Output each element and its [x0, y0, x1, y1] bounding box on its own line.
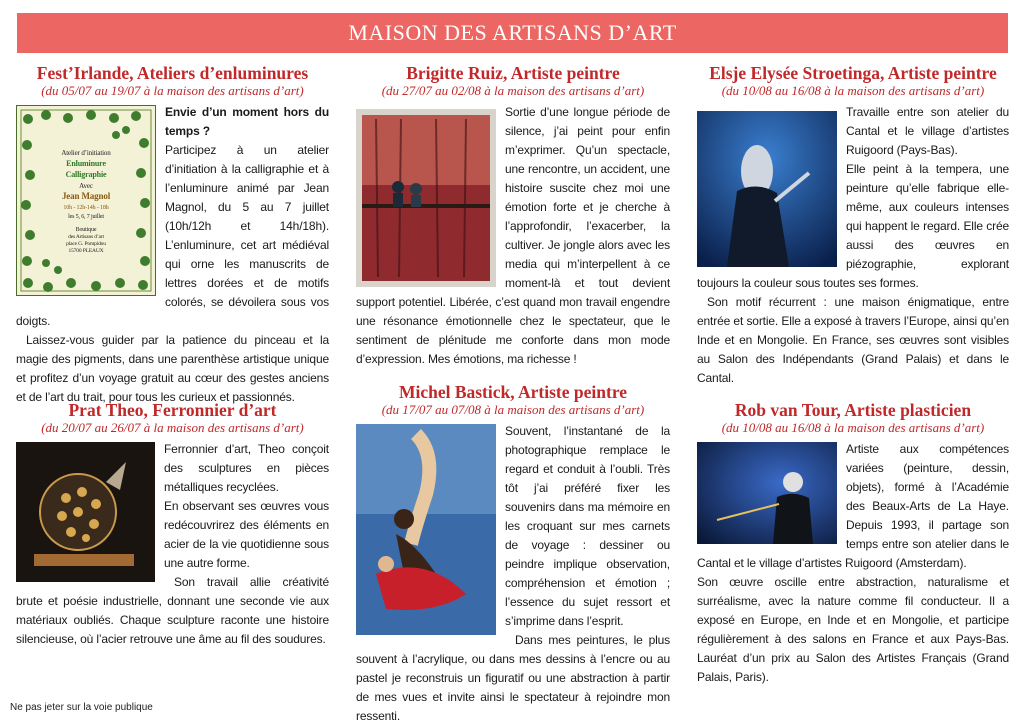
svg-text:les 5, 6, 7 juillet: les 5, 6, 7 juillet — [68, 214, 104, 220]
sculpture-photo-image — [16, 442, 155, 582]
article-michel-bastick — [356, 382, 670, 726]
article-paragraph: Ferronnier d’art, Theo conçoit des sculptures en pièces métalliques recyclées. — [164, 442, 329, 494]
article-body — [16, 440, 329, 649]
svg-text:Boutique: Boutique — [75, 227, 97, 233]
article-dates: (du 27/07 au 02/08 à la maison des artisans d’art) — [381, 83, 645, 98]
header-banner — [17, 13, 1008, 53]
svg-text:place G. Pompidou: place G. Pompidou — [66, 241, 106, 247]
svg-text:Avec: Avec — [79, 182, 93, 190]
artist-photo-image — [697, 442, 837, 544]
article-paragraph: Laissez-vous guider par la patience du pinceau et la magie des pigments, dans une parenthèse artistique unique et profitez d’un voyage gratuit au cœur des gestes anciens et de l’art du trait, pour tous les curieux et passionnés. — [16, 333, 329, 404]
svg-text:Jean Magnol: Jean Magnol — [61, 191, 111, 201]
article-paragraph: Son travail allie créativité brute et poésie industrielle, donnant une seconde vie aux matériaux oubliés. Chaque sculpture raconte une histoire silencieuse, où l’acier retrouve une âme au fil des soudures. — [16, 575, 329, 646]
article-title: Brigitte Ruiz, Artiste peintre — [406, 63, 620, 83]
article-dates: (du 10/08 au 16/08 à la maison des artisans d’art) — [721, 83, 985, 98]
article-body — [16, 103, 329, 407]
artist-photo-image — [697, 111, 837, 267]
svg-text:Calligraphie: Calligraphie — [65, 170, 107, 179]
article-dates: (du 17/07 au 07/08 à la maison des artisans d’art) — [381, 402, 645, 417]
article-elsje-elysee — [697, 63, 1009, 388]
svg-text:Enluminure: Enluminure — [66, 159, 106, 168]
article-brigitte-ruiz — [356, 63, 670, 369]
article-dates: (du 20/07 au 26/07 à la maison des artisans d’art) — [41, 420, 304, 435]
article-paragraph: Elle peint à la tempera, une peinture qu’elle fabrique elle-même, aux couleurs intenses qui happent le regard. Elle crée aussi des œuvres en piézographie, explorant toujours la couleur sous toutes ses formes. — [697, 162, 1009, 290]
article-paragraph: Travaille entre son atelier du Cantal et le village d’artistes Ruigoord (Pays-Bas). — [846, 105, 1009, 157]
dance-painting-image — [356, 424, 496, 635]
enluminure-poster-image — [16, 105, 156, 296]
article-title: Michel Bastick, Artiste peintre — [398, 382, 628, 402]
article-body — [697, 440, 1009, 687]
article-dates: (du 10/08 au 16/08 à la maison des artisans d’art) — [721, 420, 985, 435]
article-prat-theo — [16, 400, 329, 649]
svg-text:15700 PLEAUX: 15700 PLEAUX — [68, 248, 104, 254]
page-title: MAISON DES ARTISANS D’ART — [348, 20, 677, 45]
article-dates: (du 05/07 au 19/07 à la maison des artisans d’art) — [41, 83, 304, 98]
article-title: Fest’Irlande, Ateliers d’enluminures — [36, 63, 309, 83]
article-body — [697, 103, 1009, 388]
article-paragraph: Son motif récurrent : une maison énigmatique, entre entrée et sortie. Elle a exposé à travers l’Europe, ainsi qu’en Inde et en Mongolie. En France, ses œuvres sont visibles au Salon des Indépendants (Grand Palais) et dans le Cantal. — [697, 295, 1009, 385]
svg-text:10h - 12h-14h - 18h: 10h - 12h-14h - 18h — [63, 205, 109, 211]
article-lead: Envie d’un moment hors du temps ? — [165, 105, 329, 138]
painting-image — [356, 109, 496, 287]
article-title: Elsje Elysée Stroetinga, Artiste peintre — [709, 63, 997, 83]
article-body — [356, 422, 670, 726]
article-paragraph: Son œuvre oscille entre abstraction, naturalisme et surréalisme, avec la nature comme fil conducteur. Il a exposé en Europe, en Inde et en Mongolie, et participe régulièrement à des salons en France et aux Pays-Bas. Lauréat d’un prix au Salon des Artistes Français (Grand Palais, Paris). — [697, 575, 1009, 684]
article-paragraph: Souvent, l’instantané de la photographique remplace le regard et conduit à l’oubli. Très tôt j’ai préféré fixer les souvenirs dans ma mémoire en les croquant sur mes carnets de voyage : dessiner ou peindre implique observation, compréhension et émotion ; l’essence du sujet ressort et s’imprime dans l’esprit. — [505, 424, 670, 628]
article-rob-van-tour — [697, 400, 1009, 687]
article-title: Rob van Tour, Artiste plasticien — [734, 400, 972, 420]
svg-text:des Artisans d’art: des Artisans d’art — [68, 234, 104, 240]
article-paragraph: Dans mes peintures, le plus souvent à l’acrylique, ou dans mes dessins à l’encre ou au pastel je reconstruis un figuratif ou une abstraction à partir de mes vues et invite ainsi le spectateur à rejoindre mon ressenti. — [356, 633, 670, 723]
article-paragraph: Sortie d’une longue période de silence, j’ai peint pour enfin m’exprimer. Qu’un spectacle, une rencontre, un accident, une histoire suscite chez moi une émotion forte et je cherche à l’approfondir, l’exacerber, la cultiver. Je jongle alors avec les media qui m’interpellent à ce moment-là et tout devient support potentiel. Libérée, c’est quand mon travail engendre une résonance émotionnelle chez le spectateur, que le sentiment de plénitude me conforte dans mon mode d’expression. Mes émotions, ma richesse ! — [356, 105, 670, 366]
article-paragraph: Artiste aux compétences variées (peinture, dessin, objets), formé à l’Académie des Beaux-Arts de La Haye. Depuis 1993, il partage son temps entre son atelier dans le Cantal et le village d’artistes Ruigoord (Amsterdam). — [697, 442, 1009, 570]
svg-text:Atelier d’initiation: Atelier d’initiation — [61, 149, 111, 157]
article-paragraph: Participez à un atelier d’initiation à la calligraphie et à l’enluminure animé par Jean Magnol, du 5 au 7 juillet (10h/12h et 14h/18h). L’enluminure, cet art médiéval qui orne les manuscrits de lettres dorées et de motifs colorés, se dévoilera sous vos doigts. — [16, 143, 329, 328]
article-festirlande — [16, 63, 329, 407]
article-body — [356, 103, 670, 369]
article-title: Prat Theo, Ferronnier d’art — [68, 400, 277, 420]
footer-note: Ne pas jeter sur la voie publique — [10, 702, 153, 713]
article-paragraph: En observant ses œuvres vous redécouvrirez des éléments en acier de la vie quotidienne sous une autre forme. — [164, 499, 329, 570]
